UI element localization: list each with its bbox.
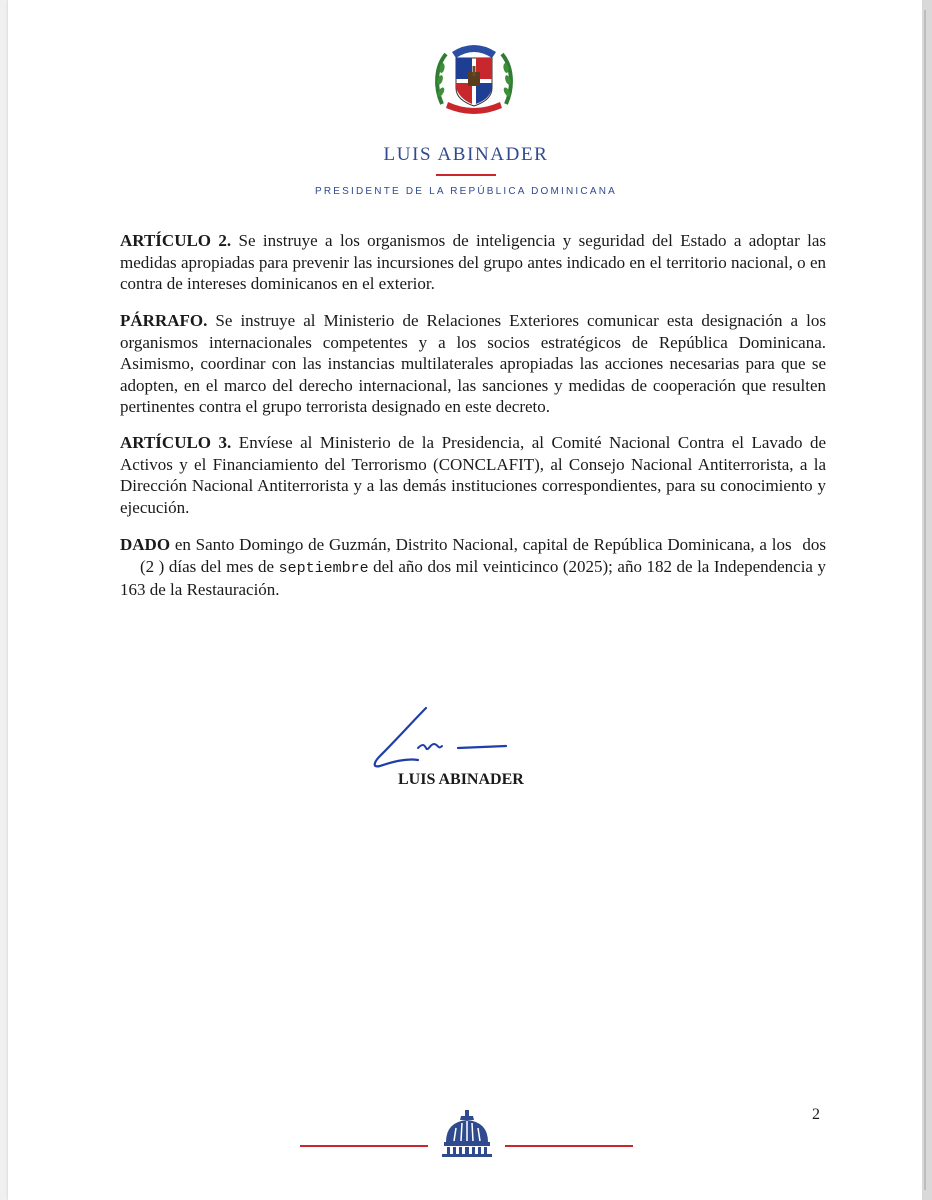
dado-day-number: (2 ) xyxy=(140,556,165,576)
dado-text-b: días del mes de xyxy=(164,556,279,576)
parrafo-label: PÁRRAFO. xyxy=(120,311,208,330)
signature-name: LUIS ABINADER xyxy=(398,771,524,788)
articulo-3-paragraph xyxy=(120,432,826,518)
handwritten-signature xyxy=(366,700,536,780)
dado-text-a: en Santo Domingo de Guzmán, Distrito Nacional, capital de República Dominicana, a los xyxy=(170,535,792,554)
document-page xyxy=(8,0,924,1200)
page-edge xyxy=(922,0,932,1200)
page-number: 2 xyxy=(812,1106,820,1123)
articulo-3-text: Envíese al Ministerio de la Presidencia, al Comité Nacional Contra el Lavado de Activos y el Financiamiento del Terrorismo (CONCLAFIT), al Consejo Nacional Antiterrorista, a la Dirección Nacional Antiterrorista y a las demás instituciones correspondientes, para su conocimiento y ejecución. xyxy=(120,433,827,517)
parrafo-paragraph xyxy=(120,310,826,418)
articulo-2-paragraph xyxy=(120,230,826,295)
dado-text-c: del año dos mil veinticinco (2025); año 182 de la Independencia y 163 de la Restauración. xyxy=(120,556,826,599)
footer-line-right xyxy=(505,1145,633,1147)
dado-label: DADO xyxy=(120,535,171,554)
footer-line-left xyxy=(300,1145,428,1147)
dado-paragraph xyxy=(120,534,826,601)
articulo-3-label: ARTÍCULO 3. xyxy=(120,433,232,452)
header-title: PRESIDENTE DE LA REPÚBLICA DOMINICANA xyxy=(314,186,617,197)
dado-month: septiembre xyxy=(278,559,369,577)
articulo-2-label: ARTÍCULO 2. xyxy=(120,231,232,250)
header-name: LUIS ABINADER xyxy=(383,144,549,165)
header-divider xyxy=(436,174,496,176)
coat-of-arms-icon xyxy=(432,36,516,116)
parrafo-text: Se instruye al Ministerio de Relaciones Exteriores comunicar esta designación a los organismos internacionales competentes y a los socios estratégicos de República Dominicana. Asimismo, coordinar con las instancias multilaterales apropiadas las acciones necesarias para que se adopten, en el marco del derecho internacional, las sanciones y medidas de cooperación que resulten pertinentes contra el grupo terrorista designado en este decreto. xyxy=(120,311,826,416)
dome-icon xyxy=(440,1108,494,1158)
dado-day-word: dos xyxy=(802,535,826,554)
articulo-2-text: Se instruye a los organismos de inteligencia y seguridad del Estado a adoptar las medidas apropiadas para prevenir las incursiones del grupo antes indicado en el territorio nacional, o en contra de intereses dominicanos en el exterior. xyxy=(120,231,826,293)
